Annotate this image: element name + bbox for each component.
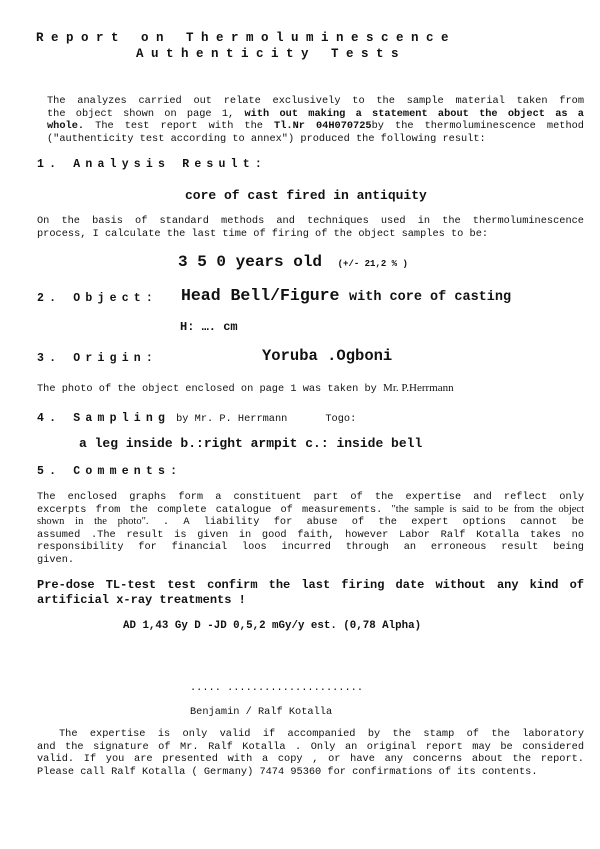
basis-line-1: On the basis of standard methods and techniques used in the thermoluminescence bbox=[37, 215, 584, 227]
intro-line-2 bbox=[47, 108, 584, 121]
object-description bbox=[181, 286, 511, 305]
photographer-name: Mr. P.Herrmann bbox=[383, 382, 454, 394]
title-line-2: Authenticity Tests bbox=[136, 47, 407, 61]
footer-line-1: The expertise is only valid if accompanied by the stamp of the laboratory bbox=[59, 728, 584, 740]
intro-paragraph bbox=[47, 95, 584, 145]
age-tolerance: (+/- 21,2 % ) bbox=[337, 259, 408, 269]
intro-whole: whole. bbox=[47, 120, 85, 133]
comments-line-2 bbox=[37, 504, 584, 517]
origin-value: Yoruba .Ogboni bbox=[262, 347, 393, 365]
comments-line-6: given. bbox=[37, 553, 75, 566]
analysis-result: core of cast fired in antiquity bbox=[185, 188, 427, 203]
intro-line-3 bbox=[47, 120, 584, 133]
predose-line-1: Pre-dose TL-test test confirm the last firing date without any kind of bbox=[37, 578, 584, 592]
intro-text: The test report with the bbox=[95, 120, 263, 133]
dose-measurements: AD 1,43 Gy D -JD 0,5,2 mGy/y est. (0,78 Alpha) bbox=[123, 620, 422, 632]
title-line-1: Report on Thermoluminescence bbox=[36, 31, 457, 45]
object-height: H: …. cm bbox=[180, 320, 238, 334]
intro-text: the object shown on page 1, bbox=[47, 107, 235, 120]
object-detail: with core of casting bbox=[349, 290, 512, 305]
intro-statement: with out making a statement about the object as a bbox=[244, 107, 584, 120]
signature-line: ..... ...................... bbox=[190, 682, 364, 694]
comments-line-5: responsibility for financial loos incurred through an erroneous result being bbox=[37, 541, 584, 554]
sampling-by: by Mr. P. Herrmann bbox=[176, 413, 288, 425]
comments-line-1: The enclosed graphs form a constituent part of the expertise and reflect only bbox=[37, 491, 584, 503]
sampling-row bbox=[37, 408, 356, 426]
analysis-basis bbox=[37, 215, 584, 240]
intro-text: by the thermoluminescence method bbox=[371, 120, 584, 133]
sample-quote: "the sample is said to be from the object bbox=[391, 503, 584, 515]
comments-line-4: assumed .The result is given in good faith, however Labor Ralf Kotalla takes no bbox=[37, 528, 584, 541]
report-number: Tl.Nr 04H070725 bbox=[274, 120, 372, 133]
sampling-locations: a leg inside b.:right armpit c.: inside bell bbox=[79, 436, 423, 451]
object-heading: 2. Object: bbox=[37, 292, 159, 305]
sample-quote-end: shown in the photo". bbox=[37, 516, 149, 528]
basis-line-2: process, I calculate the last time of firing of the object samples to be: bbox=[37, 227, 489, 240]
intro-line-1: The analyzes carried out relate exclusively to the sample material taken from bbox=[47, 95, 584, 107]
footer-line-2: and the signature of Mr. Ralf Kotalla . Only an original report may be considered bbox=[37, 740, 584, 753]
footer-notice bbox=[37, 728, 584, 778]
origin-heading: 3. Origin: bbox=[37, 352, 159, 365]
photo-note-text: The photo of the object enclosed on page 1 was taken by bbox=[37, 383, 377, 395]
comments-text: excerpts from the complete catalogue of measurements. bbox=[37, 503, 383, 516]
predose-statement bbox=[37, 578, 584, 608]
analysis-heading: 1. Analysis Result: bbox=[37, 158, 267, 171]
comments-heading: 5. Comments: bbox=[37, 465, 183, 478]
predose-line-2: artificial x-ray treatments ! bbox=[37, 593, 246, 607]
comments-text: . A liability for abuse of the expert options cannot be bbox=[162, 516, 584, 529]
signature-names: Benjamin / Ralf Kotalla bbox=[190, 706, 333, 718]
sampling-heading: 4. Sampling bbox=[37, 412, 171, 425]
footer-line-4: Please call Ralf Kotalla ( Germany) 7474 95360 for confirmations of its contents. bbox=[37, 765, 538, 778]
origin-photo-note bbox=[37, 382, 454, 396]
footer-line-3: valid. If you are presented with a copy , or have any concerns about the report. bbox=[37, 753, 584, 766]
age-value: 3 5 0 years old bbox=[178, 253, 323, 271]
comments-line-3 bbox=[37, 516, 584, 529]
comments-paragraph bbox=[37, 491, 584, 567]
intro-line-4: ("authenticity test according to annex") produced the following result: bbox=[47, 132, 486, 145]
age-result bbox=[178, 253, 408, 271]
sampling-place: Togo: bbox=[325, 413, 357, 425]
object-name: Head Bell/Figure bbox=[181, 286, 340, 305]
